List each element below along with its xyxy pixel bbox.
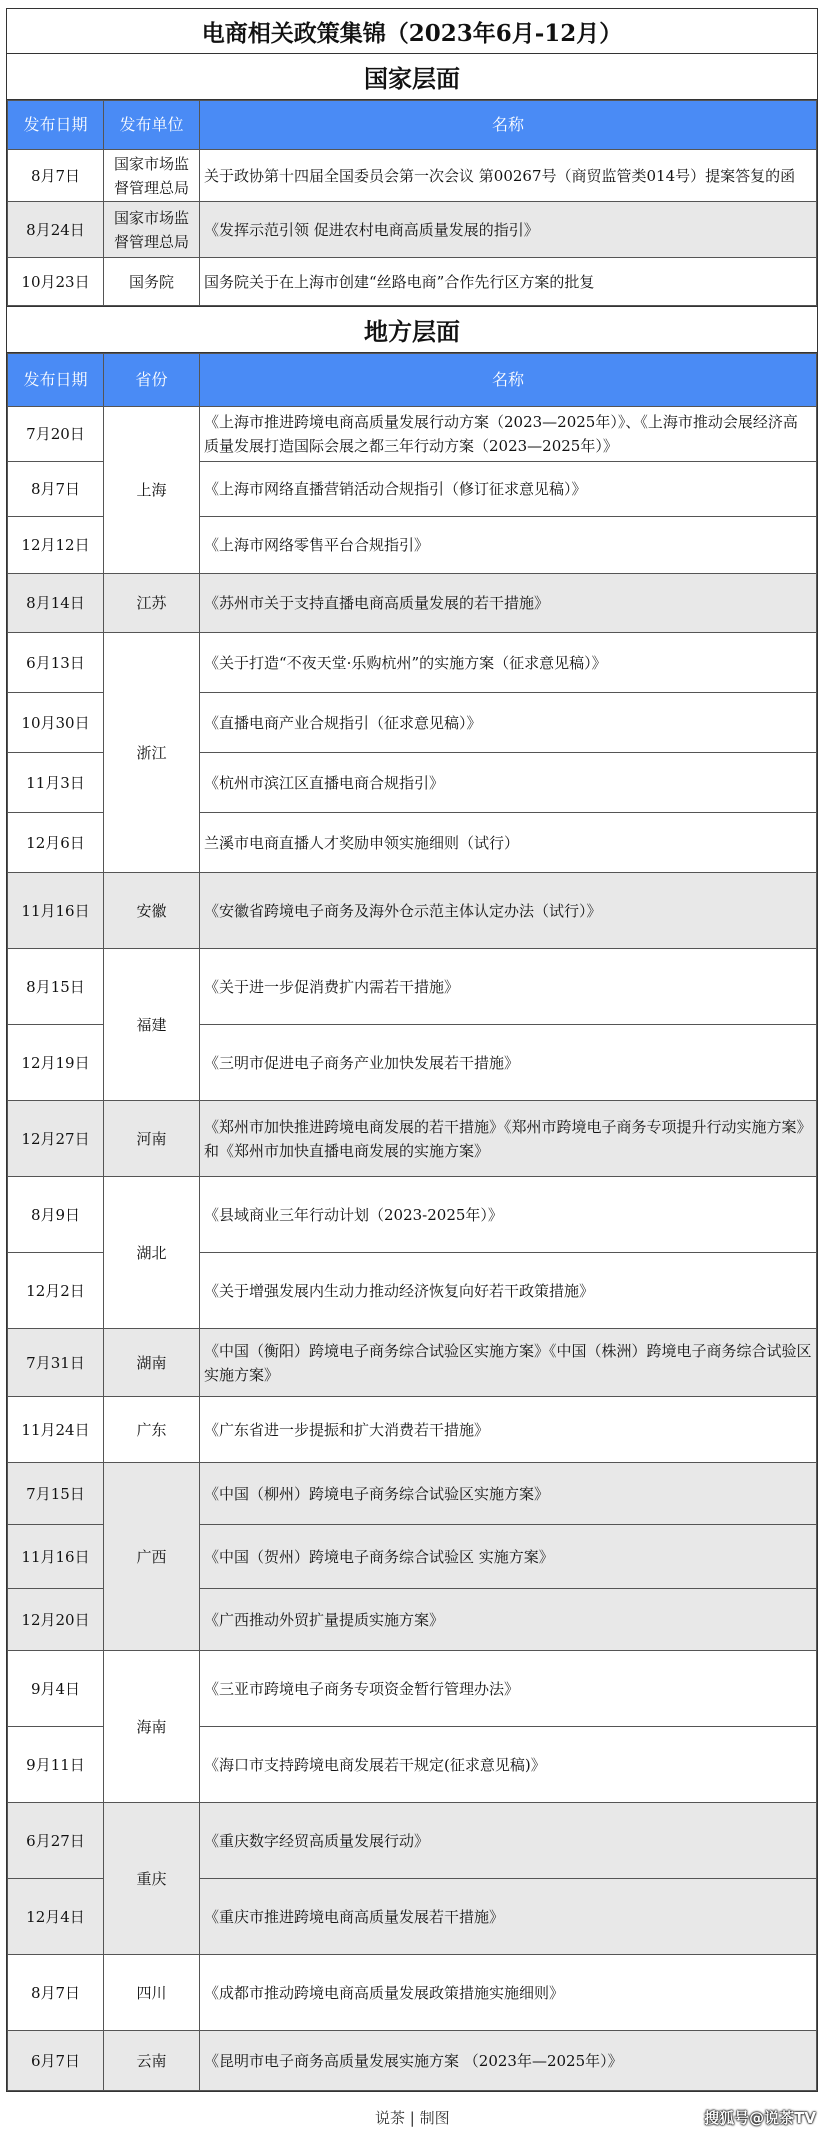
province-cell: 江苏 — [104, 574, 200, 633]
date-cell: 12月4日 — [8, 1879, 104, 1955]
province-cell: 海南 — [104, 1651, 200, 1803]
col-header-name: 名称 — [200, 101, 817, 150]
table-row — [8, 1397, 817, 1463]
local-table — [7, 353, 817, 2091]
table-row — [8, 1101, 817, 1177]
table-row — [8, 1955, 817, 2031]
date-cell: 11月16日 — [8, 1525, 104, 1589]
table-row — [8, 949, 817, 1025]
footer — [0, 2105, 824, 2130]
table-row — [8, 1329, 817, 1397]
date-cell: 8月7日 — [8, 150, 104, 202]
date-cell: 6月13日 — [8, 633, 104, 693]
date-cell: 12月2日 — [8, 1253, 104, 1329]
table-row — [8, 150, 817, 202]
province-cell: 浙江 — [104, 633, 200, 873]
col-header-date: 发布日期 — [8, 354, 104, 407]
date-cell: 10月23日 — [8, 258, 104, 306]
col-header-date: 发布日期 — [8, 101, 104, 150]
national-heading: 国家层面 — [7, 54, 817, 100]
date-cell: 7月20日 — [8, 407, 104, 462]
footer-credit: 说茶 | 制图 — [375, 2109, 450, 2127]
name-cell: 《三亚市跨境电子商务专项资金暂行管理办法》 — [200, 1651, 817, 1727]
name-cell: 《重庆数字经贸高质量发展行动》 — [200, 1803, 817, 1879]
name-cell: 关于政协第十四届全国委员会第一次会议 第00267号（商贸监管类014号）提案答复的函 — [200, 150, 817, 202]
province-cell: 四川 — [104, 1955, 200, 2031]
national-header-row — [8, 101, 817, 150]
province-cell: 福建 — [104, 949, 200, 1101]
province-cell: 云南 — [104, 2031, 200, 2091]
province-cell: 湖南 — [104, 1329, 200, 1397]
province-cell: 安徽 — [104, 873, 200, 949]
name-cell: 《三明市促进电子商务产业加快发展若干措施》 — [200, 1025, 817, 1101]
local-header-row — [8, 354, 817, 407]
unit-cell: 国家市场监督管理总局 — [104, 150, 200, 202]
name-cell: 《广东省进一步提振和扩大消费若干措施》 — [200, 1397, 817, 1463]
date-cell: 11月3日 — [8, 753, 104, 813]
table-row — [8, 574, 817, 633]
date-cell: 11月24日 — [8, 1397, 104, 1463]
name-cell: 《发挥示范引领 促进农村电商高质量发展的指引》 — [200, 202, 817, 258]
date-cell: 12月6日 — [8, 813, 104, 873]
date-cell: 11月16日 — [8, 873, 104, 949]
table-row — [8, 1463, 817, 1525]
name-cell: 《关于增强发展内生动力推动经济恢复向好若干政策措施》 — [200, 1253, 817, 1329]
document-title: 电商相关政策集锦（2023年6月-12月） — [7, 9, 817, 54]
table-row — [8, 2031, 817, 2091]
province-cell: 湖北 — [104, 1177, 200, 1329]
date-cell: 7月15日 — [8, 1463, 104, 1525]
col-header-province: 省份 — [104, 354, 200, 407]
date-cell: 6月27日 — [8, 1803, 104, 1879]
watermark: 搜狐号@说茶TV — [704, 2109, 816, 2127]
col-header-unit: 发布单位 — [104, 101, 200, 150]
date-cell: 9月4日 — [8, 1651, 104, 1727]
name-cell: 《成都市推动跨境电商高质量发展政策措施实施细则》 — [200, 1955, 817, 2031]
table-row — [8, 1651, 817, 1727]
name-cell: 《上海市网络零售平台合规指引》 — [200, 517, 817, 574]
date-cell: 8月9日 — [8, 1177, 104, 1253]
name-cell: 《直播电商产业合规指引（征求意见稿）》 — [200, 693, 817, 753]
date-cell: 8月7日 — [8, 462, 104, 517]
name-cell: 《海口市支持跨境电商发展若干规定(征求意见稿)》 — [200, 1727, 817, 1803]
date-cell: 10月30日 — [8, 693, 104, 753]
name-cell: 《杭州市滨江区直播电商合规指引》 — [200, 753, 817, 813]
province-cell: 广东 — [104, 1397, 200, 1463]
table-row — [8, 873, 817, 949]
date-cell: 9月11日 — [8, 1727, 104, 1803]
name-cell: 《上海市网络直播营销活动合规指引（修订征求意见稿）》 — [200, 462, 817, 517]
unit-cell: 国务院 — [104, 258, 200, 306]
national-table — [7, 100, 817, 306]
date-cell: 8月15日 — [8, 949, 104, 1025]
name-cell: 《县域商业三年行动计划（2023-2025年）》 — [200, 1177, 817, 1253]
name-cell: 《中国（贺州）跨境电子商务综合试验区 实施方案》 — [200, 1525, 817, 1589]
name-cell: 《上海市推进跨境电商高质量发展行动方案（2023—2025年）》、《上海市推动会展经济高质量发展打造国际会展之都三年行动方案（2023—2025年）》 — [200, 407, 817, 462]
date-cell: 8月7日 — [8, 1955, 104, 2031]
name-cell: 《关于打造“不夜天堂·乐购杭州”的实施方案（征求意见稿）》 — [200, 633, 817, 693]
name-cell: 《中国（衡阳）跨境电子商务综合试验区实施方案》《中国（株洲）跨境电子商务综合试验区实施方案》 — [200, 1329, 817, 1397]
date-cell: 8月24日 — [8, 202, 104, 258]
table-row — [8, 1177, 817, 1253]
table-row — [8, 407, 817, 462]
name-cell: 兰溪市电商直播人才奖励申领实施细则（试行） — [200, 813, 817, 873]
name-cell: 国务院关于在上海市创建“丝路电商”合作先行区方案的批复 — [200, 258, 817, 306]
name-cell: 《重庆市推进跨境电商高质量发展若干措施》 — [200, 1879, 817, 1955]
policy-document — [6, 8, 818, 2092]
date-cell: 7月31日 — [8, 1329, 104, 1397]
table-row — [8, 1803, 817, 1879]
name-cell: 《广西推动外贸扩量提质实施方案》 — [200, 1589, 817, 1651]
date-cell: 12月19日 — [8, 1025, 104, 1101]
date-cell: 12月12日 — [8, 517, 104, 574]
date-cell: 8月14日 — [8, 574, 104, 633]
date-cell: 6月7日 — [8, 2031, 104, 2091]
name-cell: 《昆明市电子商务高质量发展实施方案 （2023年—2025年）》 — [200, 2031, 817, 2091]
table-row — [8, 258, 817, 306]
province-cell: 重庆 — [104, 1803, 200, 1955]
table-row — [8, 633, 817, 693]
province-cell: 河南 — [104, 1101, 200, 1177]
name-cell: 《安徽省跨境电子商务及海外仓示范主体认定办法（试行）》 — [200, 873, 817, 949]
province-cell: 广西 — [104, 1463, 200, 1651]
date-cell: 12月27日 — [8, 1101, 104, 1177]
province-cell: 上海 — [104, 407, 200, 574]
name-cell: 《中国（柳州）跨境电子商务综合试验区实施方案》 — [200, 1463, 817, 1525]
col-header-name: 名称 — [200, 354, 817, 407]
date-cell: 12月20日 — [8, 1589, 104, 1651]
unit-cell: 国家市场监督管理总局 — [104, 202, 200, 258]
local-heading: 地方层面 — [7, 306, 817, 353]
table-row — [8, 202, 817, 258]
name-cell: 《关于进一步促消费扩内需若干措施》 — [200, 949, 817, 1025]
name-cell: 《苏州市关于支持直播电商高质量发展的若干措施》 — [200, 574, 817, 633]
name-cell: 《郑州市加快推进跨境电商发展的若干措施》《郑州市跨境电子商务专项提升行动实施方案》和《郑州市加快直播电商发展的实施方案》 — [200, 1101, 817, 1177]
